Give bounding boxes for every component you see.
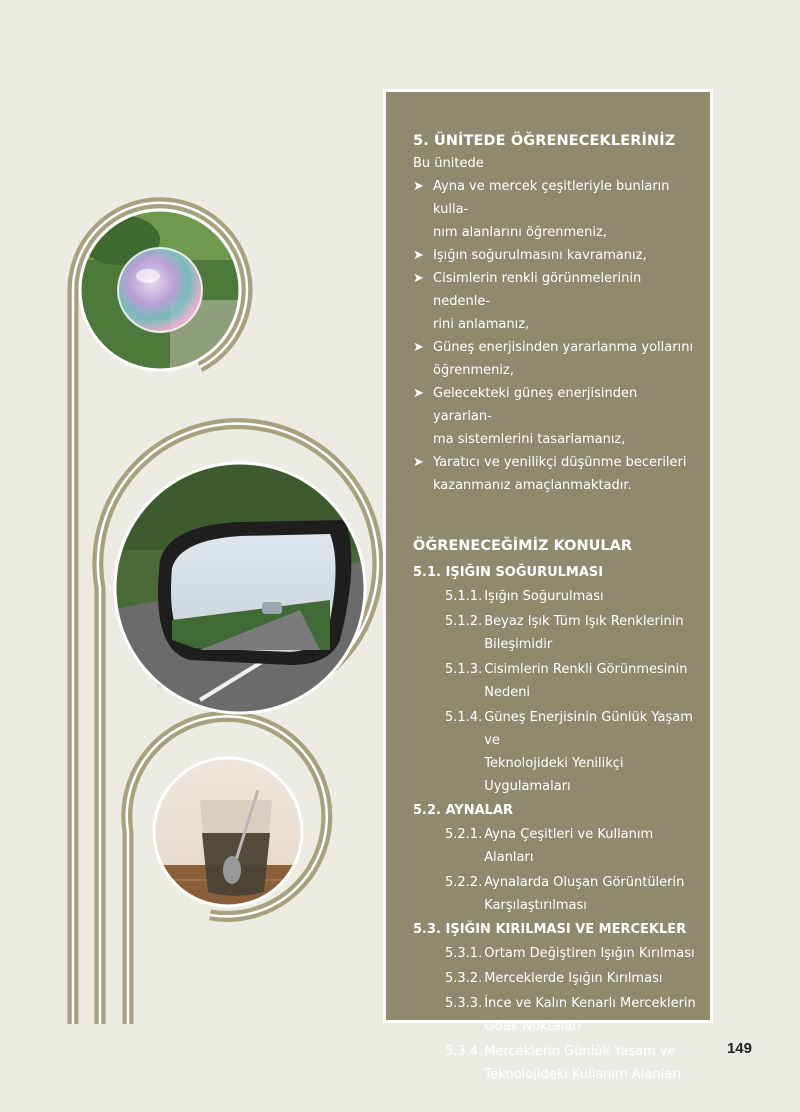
topic-item: 5.2.2. Aynalarda Oluşan Görüntülerin Karşılaştırılması (445, 875, 685, 913)
topic-item: 5.1.2. Beyaz Işık Tüm Işık Renklerinin Bileşimidir (445, 614, 684, 652)
arrow-icon: ➤ (413, 248, 424, 263)
topic-item: 5.2.1. Ayna Çeşitleri ve Kullanım Alanları (445, 827, 654, 865)
unit-intro: Bu ünitede (413, 156, 484, 171)
topic-item: 5.3.4. Merceklerin Günlük Yaşam ve Teknolojideki Kullanım Alanları (445, 1044, 682, 1082)
topic-item: 5.3.3. İnce ve Kalın Kenarlı Merceklerin Odak Noktaları (445, 996, 696, 1034)
topic-item: 5.1.3. Cisimlerin Renkli Görünmesinin Nedeni (445, 662, 688, 700)
topic-item: 5.3.1. Ortam Değiştiren Işığın Kırılması (445, 946, 695, 961)
content-panel (383, 89, 713, 1082)
section-title: 5.3. IŞIĞIN KIRILMASI VE MERCEKLER (413, 922, 687, 937)
goal-item: ➤ Güneş enerjisinden yararlanma yollarını öğrenmeniz, (413, 336, 696, 382)
goals-list (413, 175, 696, 497)
goal-item: ➤ Ayna ve mercek çeşitleriyle bunların kulla- nım alanlarını öğrenmeniz, (413, 175, 696, 244)
section-title: 5.1. IŞIĞIN SOĞURULMASI (413, 565, 604, 580)
arrow-icon: ➤ (413, 386, 424, 401)
goal-item: ➤ Cisimlerin renkli görünmelerinin nedenle- rini anlamanız, (413, 267, 696, 336)
arrow-icon: ➤ (413, 340, 424, 355)
goal-item: ➤ Işığın soğurulmasını kavramanız, (413, 244, 696, 267)
page-number: 149 (726, 1040, 752, 1057)
topic-item: 5.3.2. Merceklerde Işığın Kırılması (445, 971, 663, 986)
arrow-icon: ➤ (413, 179, 424, 194)
topic-item: 5.1.1. Işığın Soğurulması (445, 589, 604, 604)
topic-item: 5.1.4. Güneş Enerjisinin Günlük Yaşam ve Teknolojideki Yenilikçi Uygulamaları (445, 710, 693, 794)
goal-item: ➤ Yaratıcı ve yenilikçi düşünme becerileri kazanmanız amaçlanmaktadır. (413, 451, 696, 497)
section-title: 5.2. AYNALAR (413, 803, 514, 818)
car-side-mirror-photo (110, 460, 370, 720)
topics-title: ÖĞRENECEĞİMİZ KONULAR (413, 538, 633, 554)
arrow-icon: ➤ (413, 455, 424, 470)
unit-title: 5. ÜNİTEDE ÖĞRENECEKLERİNİZ (413, 133, 676, 149)
goal-item: ➤ Gelecekteki güneş enerjisinden yararlan- ma sistemlerini tasarlamanız, (413, 382, 696, 451)
arrow-icon: ➤ (413, 271, 424, 286)
